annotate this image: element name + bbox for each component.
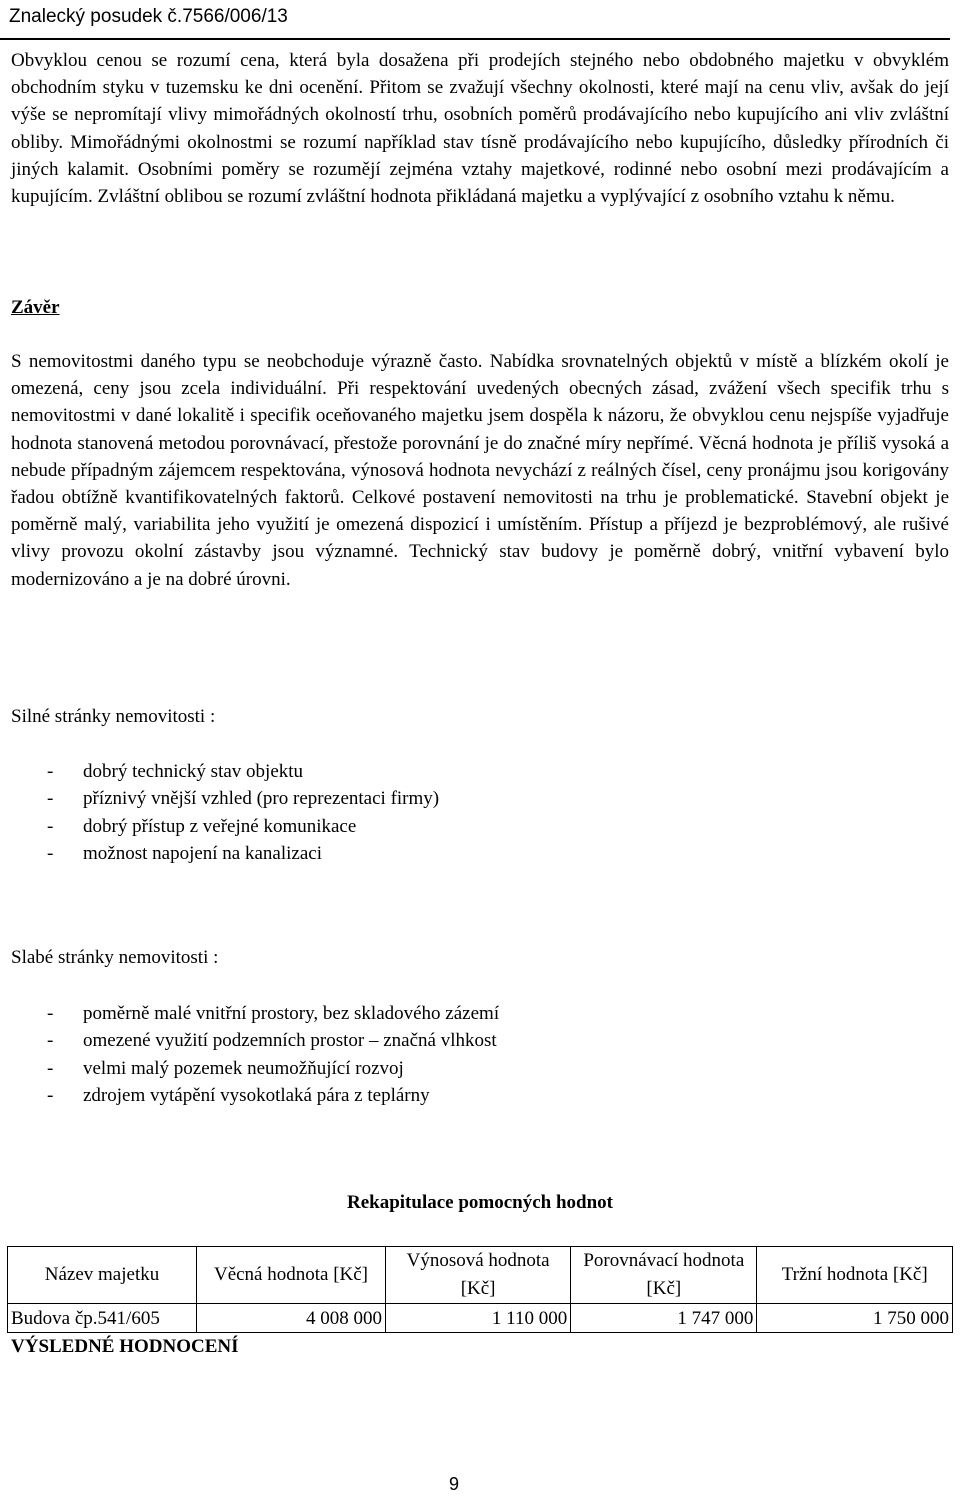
- recap-table: [7, 1246, 953, 1333]
- list-marker: -: [47, 815, 54, 837]
- list-item-text: zdrojem vytápění vysokotlaká pára z teplárny: [83, 1085, 430, 1107]
- list-marker: -: [47, 843, 54, 865]
- list-item-text: možnost napojení na kanalizaci: [83, 843, 322, 865]
- header-asset-name: Název majetku: [8, 1247, 197, 1304]
- list-item-text: poměrně malé vnitřní prostory, bez skladového zázemí: [83, 1003, 500, 1024]
- list-item-text: příznivý vnější vzhled (pro reprezentaci firmy): [83, 788, 440, 810]
- intro-paragraph: Obvyklou cenou se rozumí cena, která byla dosažena při prodejích stejného nebo obdobného majetku v obvyklém obchodním styku v tuzemsku ke dni ocenění. Přitom se zvažují všechny okolnosti, které mají na cenu vliv, avšak do její výše se nepromítají vlivy mimořádných okolností trhu, osobních poměrů prodávajícího nebo kupujícího ani vliv zvláštní obliby. Mimořádnými okolnostmi se rozumí například stav tísně prodávajícího nebo kupujícího, důsledky přírodních či jiných kalamit. Osobními poměry se rozumějí zejména vztahy majetkové, rodinné nebo osobní mezi prodávajícím a kupujícím. Zvláštní oblibou se rozumí zvláštní hodnota přikládaná majetku a vyplývající z osobního vztahu k němu.: [11, 50, 949, 208]
- final-evaluation-label: VÝSLEDNÉ HODNOCENÍ: [11, 1336, 239, 1357]
- list-marker: -: [47, 1085, 54, 1107]
- page-number: 9: [448, 1474, 459, 1494]
- cell-comparative-value: 1 747 000: [571, 1304, 757, 1333]
- list-marker: -: [47, 1030, 54, 1052]
- cell-income-value: 1 110 000: [386, 1304, 571, 1333]
- header-market-value: Tržní hodnota [Kč]: [757, 1247, 953, 1304]
- list-marker: -: [47, 761, 54, 782]
- list-item-text: dobrý technický stav objektu: [83, 761, 304, 782]
- header-material-value: Věcná hodnota [Kč]: [197, 1247, 386, 1304]
- table-header-row: [8, 1247, 953, 1304]
- list-item-text: dobrý přístup z veřejné komunikace: [83, 815, 357, 837]
- strengths-title: Silné stránky nemovitosti :: [11, 706, 216, 727]
- list-marker: -: [47, 788, 54, 810]
- table-row: [8, 1304, 953, 1333]
- header-income-value: Výnosová hodnota [Kč]: [386, 1247, 571, 1304]
- weaknesses-title: Slabé stránky nemovitosti :: [11, 947, 219, 968]
- list-marker: -: [47, 1003, 54, 1024]
- conclusion-paragraph: S nemovitostmi daného typu se neobchoduje výrazně často. Nabídka srovnatelných objektů v místě a blízkém okolí je omezená, ceny jsou zcela individuální. Při respektování uvedených obecných zásad, zvážení všech specifik trhu s nemovitostmi v dané lokalitě i specifik oceňovaného majetku jsem dospěla k názoru, že obvyklou cenu nejspíše vyjadřuje hodnota stanovená metodou porovnávací, přestože porovnání je do značné míry nepřímé. Věcná hodnota je příliš vysoká a nebude případným zájemcem respektována, výnosová hodnota nevychází z reálných čísel, ceny pronájmu jsou korigovány řadou obtížně kvantifikovatelných faktorů. Celkové postavení nemovitosti na trhu je problematické. Stavební objekt je poměrně malý, variabilita jeho využití je omezená dispozicí i umístěním. Přístup a příjezd je bezproblémový, ale rušivé vlivy provozu okolní zástavby jsou významné. Technický stav budovy je poměrně dobrý, vnitřní vybavení bylo modernizováno a je na dobré úrovni.: [11, 351, 949, 590]
- list-item-text: omezené využití podzemních prostor – značná vlhkost: [83, 1030, 497, 1052]
- list-item-text: velmi malý pozemek neumožňující rozvoj: [83, 1057, 404, 1079]
- document-title: Znalecký posudek č.7566/006/13: [9, 6, 288, 27]
- cell-material-value: 4 008 000: [197, 1304, 386, 1333]
- recap-table-title: Rekapitulace pomocných hodnot: [346, 1192, 614, 1213]
- cell-market-value: 1 750 000: [757, 1304, 953, 1333]
- conclusion-heading: Závěr: [11, 297, 60, 318]
- cell-asset-name: Budova čp.541/605: [8, 1304, 197, 1333]
- page-header: [0, 2, 950, 40]
- list-marker: -: [47, 1057, 54, 1079]
- header-comparative-value: Porovnávací hodnota [Kč]: [571, 1247, 757, 1304]
